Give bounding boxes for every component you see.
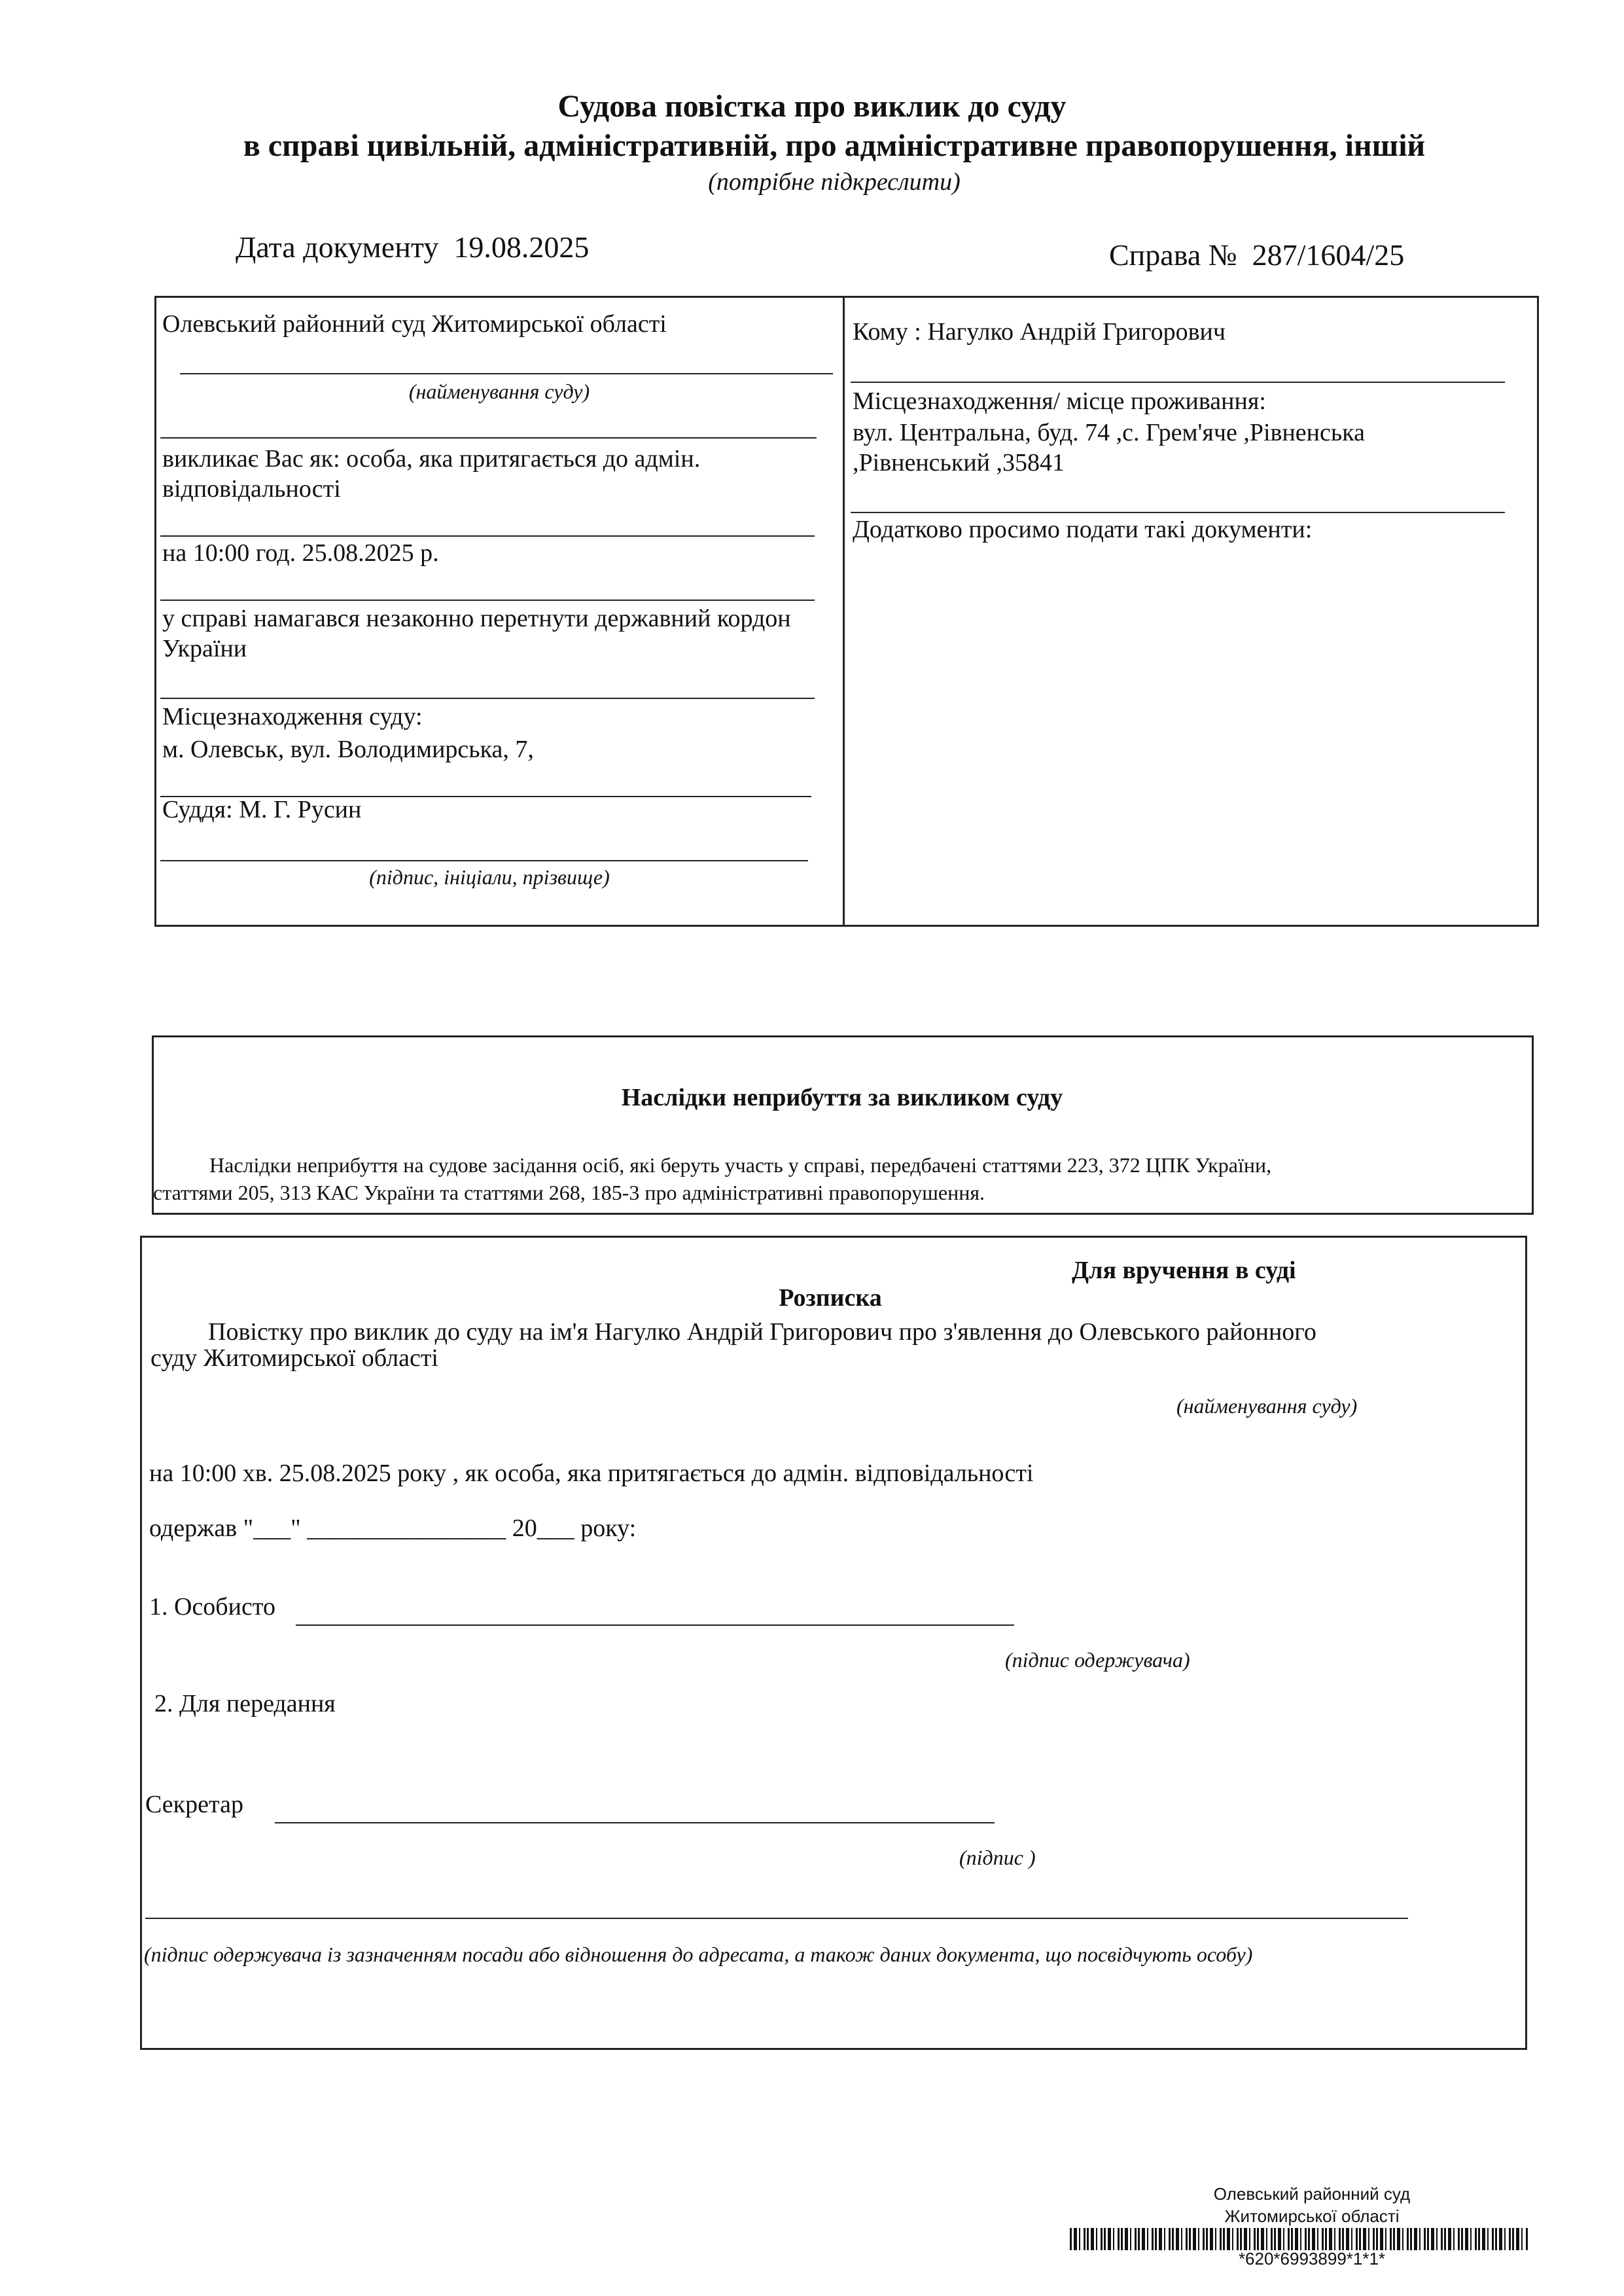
receipt-court-caption: (найменування суду) — [1176, 1394, 1358, 1418]
stamp-line-1: Олевський районний суд — [1213, 2184, 1411, 2204]
divider-3 — [160, 600, 815, 601]
receipt-title: Розписка — [779, 1284, 882, 1312]
consequences-title: Наслідки неприбуття за викликом суду — [621, 1084, 1063, 1111]
secretary-label: Секретар — [145, 1791, 243, 1818]
recipient-signature-caption: (підпис одержувача) — [1005, 1648, 1190, 1672]
for-court-delivery: Для вручення в суді — [1072, 1257, 1296, 1284]
court-address: м. Олевськ, вул. Володимирська, 7, — [162, 736, 534, 763]
court-name-line — [180, 373, 833, 374]
consequences-text-2: статтями 205, 313 КАС України та статтями 268, 185-3 про адміністративні правопорушення. — [153, 1181, 985, 1204]
secretary-signature-caption: (підпис ) — [959, 1846, 1036, 1869]
doc-date-label: Дата документу — [236, 230, 439, 264]
receipt-line-1: Повістку про виклик до суду на ім'я Нагулко Андрій Григорович про з'явлення до Олевського районного — [208, 1318, 1316, 1346]
barcode-text: *620*6993899*1*1* — [1238, 2249, 1386, 2269]
recipient-line — [851, 382, 1505, 383]
document-date — [236, 229, 589, 266]
case-subject: у справі намагався незаконно перетнути державний кордон України — [162, 605, 791, 662]
underline-note: (потрібне підкреслити) — [708, 168, 961, 196]
court-caption: (найменування суду) — [408, 380, 590, 403]
judge-caption: (підпис, ініціали, прізвище) — [369, 865, 610, 889]
doc-date-value: 19.08.2025 — [453, 230, 590, 264]
document-title: Судова повістка про виклик до суду — [557, 89, 1067, 124]
divider-1 — [160, 437, 817, 439]
consequences-text-1: Наслідки неприбуття на судове засідання осіб, які беруть участь у справі, передбачені статтями 223, 372 ЦПК України, — [209, 1153, 1272, 1177]
stamp-line-2: Житомирської області — [1224, 2206, 1400, 2226]
summons-divider — [843, 296, 845, 925]
address-label: Місцезнаходження/ місце проживання: — [853, 387, 1266, 415]
receipt-time-line: на 10:00 хв. 25.08.2025 року , як особа, яка притягається до адмін. відповідальності — [149, 1460, 1034, 1487]
recipient: Кому : Нагулко Андрій Григорович — [853, 318, 1226, 346]
divider-2 — [160, 535, 815, 537]
received-date-line: одержав "___" ________________ 20___ року: — [149, 1515, 637, 1542]
transfer-label: 2. Для передання — [154, 1690, 336, 1717]
address-line-2: ,Рівненський ,35841 — [853, 449, 1065, 476]
case-label: Справа № — [1109, 238, 1237, 272]
judge-signature-line — [160, 860, 808, 861]
judge-name: Суддя: М. Г. Русин — [162, 796, 362, 823]
address-line-1: вул. Центральна, буд. 74 ,с. Грем'яче ,Рівненська — [853, 419, 1365, 446]
bottom-caption: (підпис одержувача із зазначенням посади або відношення до адресата, а також даних документа, що посвідчують особу) — [144, 1943, 1253, 1966]
court-location-label: Місцезнаходження суду: — [162, 703, 423, 730]
court-name: Олевський районний суд Житомирської області — [162, 310, 667, 338]
case-number-value: 287/1604/25 — [1252, 238, 1405, 272]
bottom-signature-line — [145, 1918, 1408, 1919]
barcode — [1070, 2228, 1528, 2250]
case-number — [1109, 237, 1404, 274]
document-subtitle: в справі цивільній, адміністративній, про адміністративне правопорушення, іншій — [243, 128, 1426, 163]
receipt-line-2: суду Житомирської області — [150, 1344, 438, 1372]
documents-request: Додатково просимо подати такі документи: — [853, 516, 1313, 543]
hearing-datetime: на 10:00 год. 25.08.2025 р. — [162, 539, 439, 567]
personally-label: 1. Особисто — [149, 1593, 275, 1621]
address-line — [851, 512, 1505, 513]
secretary-signature-line — [275, 1822, 995, 1823]
divider-4 — [160, 698, 815, 699]
personally-signature-line — [296, 1624, 1014, 1626]
summons-as: викликає Вас як: особа, яка притягається до адмін. відповідальності — [162, 445, 701, 503]
